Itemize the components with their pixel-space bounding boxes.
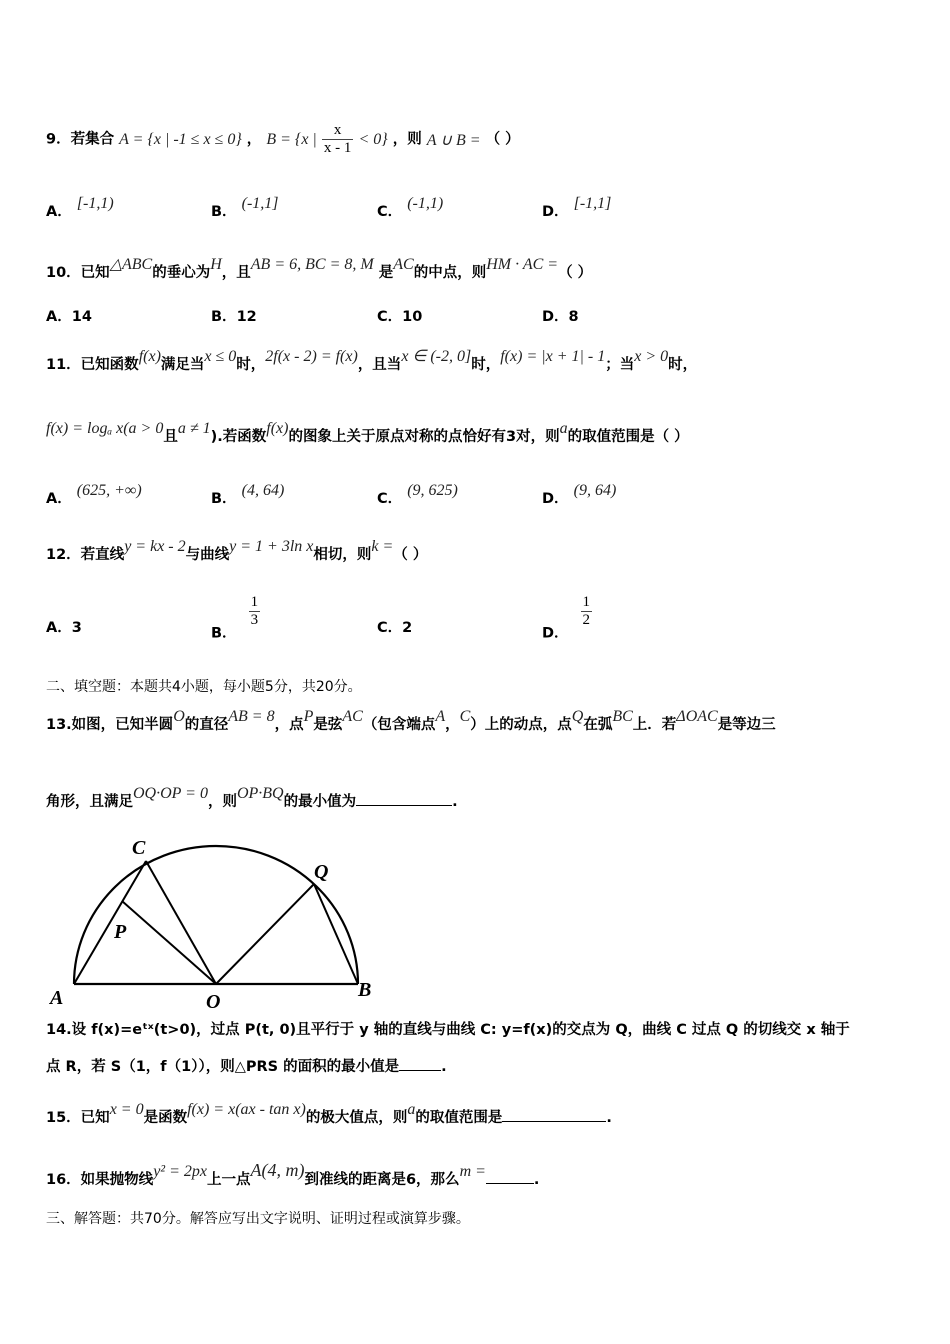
question-9 bbox=[46, 122, 910, 157]
question-10: 10．已知△ABC的垂心为H，且AB = 6, BC = 8, M 是AC的中点，则HM · AC =（ ） bbox=[46, 256, 593, 281]
q11-option-a: A． (625, +∞) bbox=[46, 482, 142, 507]
question-16: 16．如果抛物线y² = 2px上一点A(4, m)到准线的距离是6，那么m = . bbox=[46, 1160, 540, 1188]
q9-set-b-right: < 0} bbox=[358, 130, 388, 148]
question-15: 15．已知x = 0是函数f(x) = x(ax - tan x)的极大值点，则a的取值范围是 . bbox=[46, 1101, 612, 1126]
q10-expression: HM · AC = bbox=[486, 256, 559, 273]
q16-answer-blank[interactable] bbox=[486, 1183, 534, 1184]
q9-set-b-left: B = {x | bbox=[266, 130, 317, 148]
q9-option-b: B． (-1,1] bbox=[211, 195, 279, 220]
segment-qb bbox=[314, 884, 358, 984]
q9-then: ，则 bbox=[392, 131, 422, 148]
section-2-heading: 二、填空题：本题共4小题，每小题5分，共20分。 bbox=[46, 679, 362, 695]
q12-option-b: B． $\frac{1}{3}$ bbox=[211, 594, 259, 642]
question-13-line-1: 13.如图，已知半圆O的直径AB = 8，点P是弦AC（包含端点A，C）上的动点，点Q在弧BC上．若ΔOAC是等边三 bbox=[46, 708, 776, 733]
q15-answer-blank[interactable] bbox=[502, 1121, 606, 1122]
q9-option-d: D． [-1,1] bbox=[542, 195, 612, 220]
label-a: A bbox=[50, 987, 64, 1008]
q10-option-d: D．8 bbox=[542, 309, 579, 325]
q9-comma: ， bbox=[246, 131, 262, 148]
label-q: Q bbox=[314, 861, 329, 883]
question-12: 12．若直线y = kx - 2与曲线y = 1 + 3ln x相切，则k =（ ） bbox=[46, 538, 428, 563]
q9-set-b-fraction bbox=[322, 122, 354, 157]
segment-co bbox=[146, 861, 216, 984]
q9-set-a: A = {x | -1 ≤ x ≤ 0} bbox=[119, 130, 242, 148]
q11-option-d: D． (9, 64) bbox=[542, 482, 617, 507]
label-o: O bbox=[206, 991, 221, 1008]
question-13-line-2: 角形，且满足OQ·OP = 0，则OP·BQ的最小值为 . bbox=[46, 785, 458, 810]
semicircle-figure bbox=[46, 828, 386, 1008]
q10-option-c: C．10 bbox=[377, 309, 423, 325]
question-14-line-2: 点 R，若 S（1，f（1）），则△PRS 的面积的最小值是 . bbox=[46, 1059, 447, 1075]
segment-po bbox=[122, 901, 216, 984]
segment-oq bbox=[216, 884, 314, 984]
label-p: P bbox=[114, 921, 127, 943]
q12-option-a: A．3 bbox=[46, 620, 82, 636]
q14-answer-blank[interactable] bbox=[399, 1070, 441, 1071]
question-14-line-1: 14.设 f(x)=eᵗˣ(t>0)，过点 P(t, 0)且平行于 y 轴的直线与曲线 C: y=f(x)的交点为 Q，曲线 C 过点 Q 的切线交 x 轴于 bbox=[46, 1022, 850, 1038]
chord-ac bbox=[74, 861, 146, 984]
q10-condition: AB = 6, BC = 8, M bbox=[250, 256, 374, 273]
q10-triangle: △ABC bbox=[109, 256, 153, 273]
q10-option-b: B．12 bbox=[211, 309, 257, 325]
q9-option-a: A． [-1,1) bbox=[46, 195, 114, 220]
q9-fraction-numerator: x bbox=[322, 122, 354, 140]
section-3-heading: 三、解答题：共70分。解答应写出文字说明、证明过程或演算步骤。 bbox=[46, 1211, 470, 1227]
q10-option-a: A．14 bbox=[46, 309, 92, 325]
q12-option-c: C．2 bbox=[377, 620, 413, 636]
q12-option-d: D． $\frac{1}{2}$ bbox=[542, 594, 591, 642]
q9-expression: A ∪ B = bbox=[426, 131, 481, 149]
label-c: C bbox=[132, 837, 146, 859]
q9-option-c: C． (-1,1) bbox=[377, 195, 444, 220]
question-11-line-2: f(x) = logₐ x(a > 0且a ≠ 1).若函数f(x)的图象上关于原点对称的点恰好有3对，则a的取值范围是（ ） bbox=[46, 420, 689, 445]
label-b: B bbox=[358, 979, 372, 1001]
q13-answer-blank[interactable] bbox=[356, 805, 452, 806]
q9-fraction-denominator: x - 1 bbox=[323, 140, 352, 156]
q9-prefix: 9．若集合 bbox=[46, 131, 115, 148]
q9-answer-paren: （ ） bbox=[485, 131, 520, 148]
q11-option-b: B． (4, 64) bbox=[211, 482, 285, 507]
q11-option-c: C． (9, 625) bbox=[377, 482, 458, 507]
question-11-line-1: 11．已知函数f(x)满足当x ≤ 0时，2f(x - 2) = f(x)，且当x ∈ (-2, 0]时，f(x) = |x + 1| - 1；当x > 0时， bbox=[46, 348, 698, 373]
